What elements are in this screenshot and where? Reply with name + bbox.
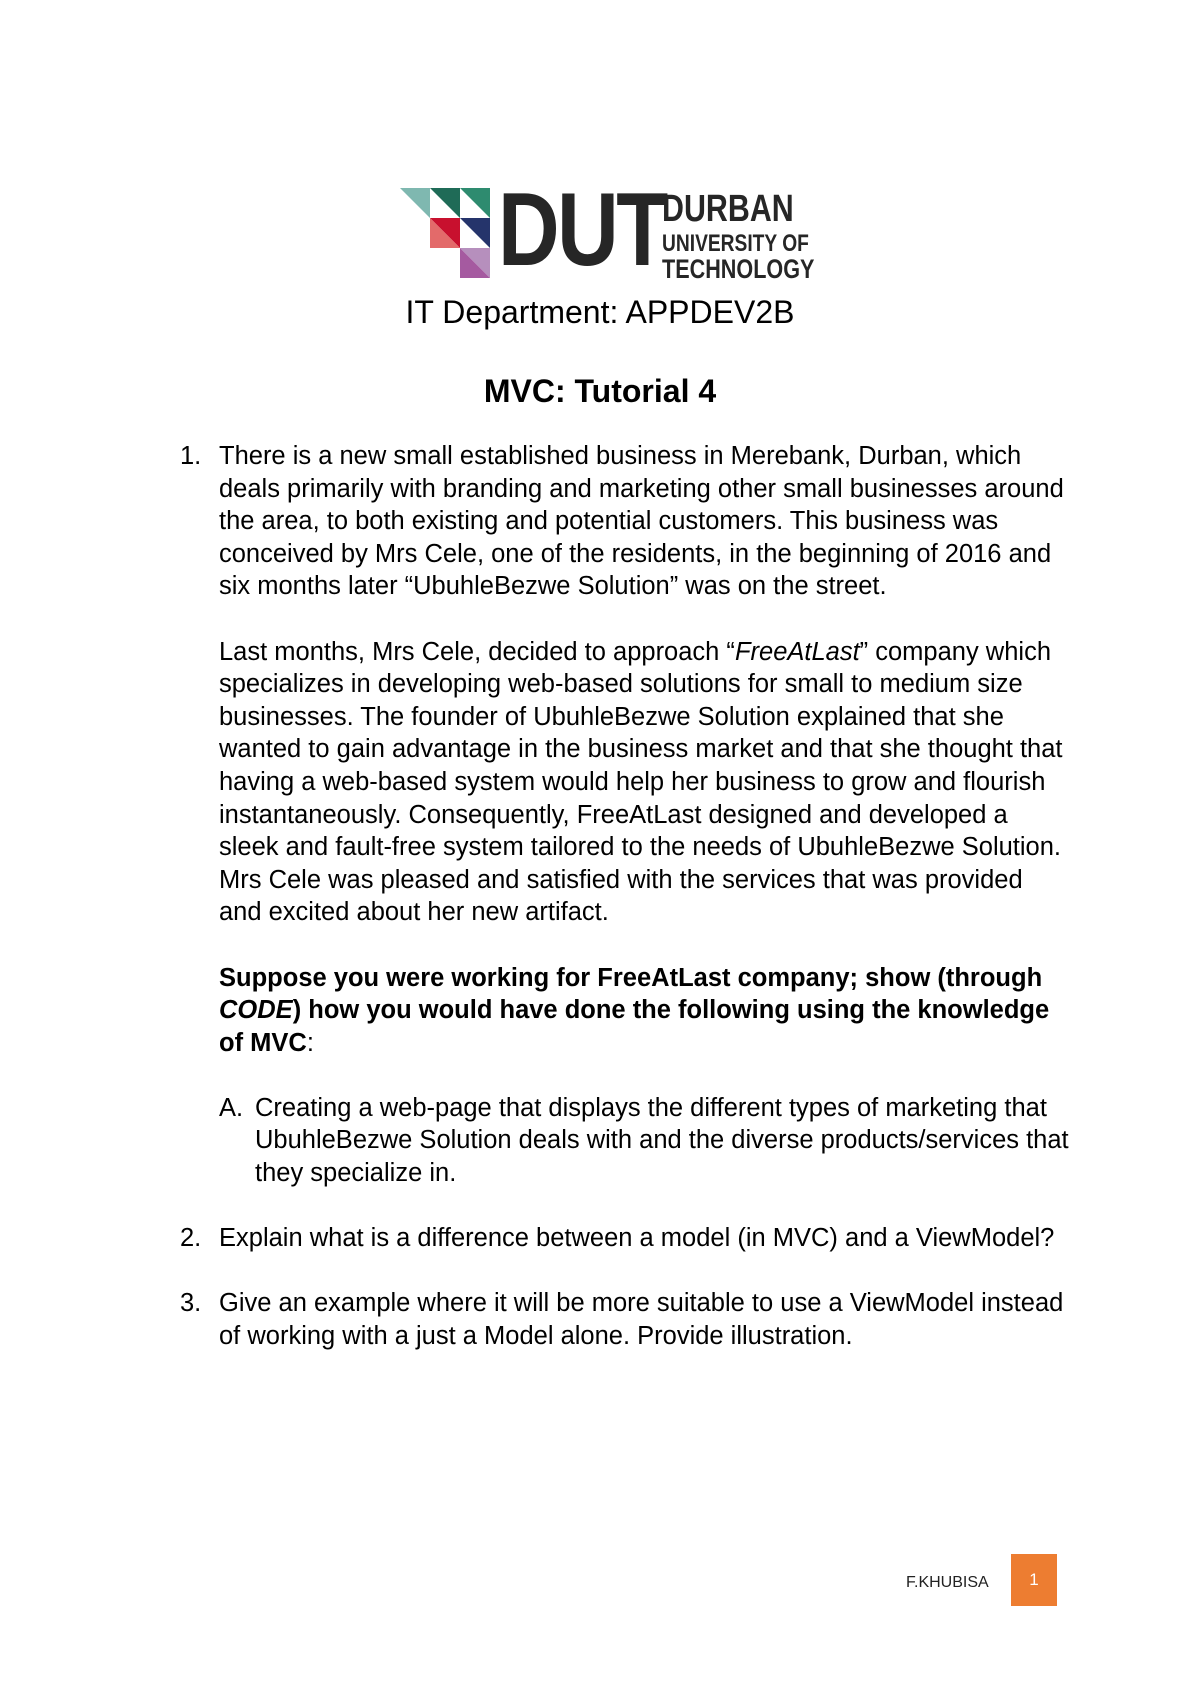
page-title: MVC: Tutorial 4: [483, 373, 717, 409]
sub-item-letter: A.: [219, 1093, 244, 1122]
question-list: [0, 440, 1200, 1353]
task-code-italic: CODE: [219, 996, 293, 1025]
question-1-task: [219, 962, 1069, 1060]
page-number-badge: 1: [1011, 1554, 1057, 1606]
task-text: ) how you would have done the following using the knowledge of MVC: [219, 996, 1050, 1057]
question-number: 2.: [180, 1224, 202, 1253]
logo-line-durban: DURBAN: [662, 188, 794, 230]
sub-item-text: Creating a web-page that displays the different types of marketing that UbuhleBezwe Solution deals with and the diverse products/services that they specialize in.: [255, 1093, 1069, 1188]
department-heading: IT Department: APPDEV2B: [405, 294, 795, 330]
question-2-text: Explain what is a difference between a model (in MVC) and a ViewModel?: [219, 1224, 1055, 1253]
task-text: Suppose you were working for FreeAtLast company; show (through: [219, 963, 1043, 992]
question-1-paragraph-1: There is a new small established business in Merebank, Durban, which deals primarily with branding and marketing other small businesses around the area, to both existing and potential customers. This business was conceived by Mrs Cele, one of the residents, in the beginning of 2016 and six months later “UbuhleBezwe Solution” was on the street.: [219, 442, 1064, 601]
paragraph-text: ” company which specializes in developing web-based solutions for small to medium size businesses. The founder of UbuhleBezwe Solution explained that she wanted to gain advantage in the business market and that she thought that having a web-based system would help her business to grow and flourish instantaneously. Consequently, FreeAtLast designed and developed a sleek and fault-free system tailored to the needs of UbuhleBezwe Solution. Mrs Cele was pleased and satisfied with the services that was provided and excited about her new artifact.: [219, 637, 1063, 927]
dut-logo: [400, 172, 820, 288]
question-1: [0, 440, 1069, 1190]
paragraph-text: Last months, Mrs Cele, decided to approach “: [219, 637, 735, 666]
question-1-sub-a: [219, 1092, 1069, 1190]
question-2: [0, 1222, 1069, 1255]
logo-line-technology: TECHNOLOGY: [662, 254, 815, 284]
footer-author: F.KHUBISA: [906, 1574, 989, 1591]
question-number: 3.: [180, 1289, 202, 1318]
question-3: [0, 1287, 1069, 1352]
company-name-italic: FreeAtLast: [734, 637, 860, 666]
question-number: 1.: [180, 442, 202, 470]
question-1-paragraph-2: [219, 636, 1069, 929]
logo-acronym: DUT: [498, 172, 666, 288]
logo-line-university: UNIVERSITY OF: [662, 230, 809, 257]
dut-logo-triangles-icon: [400, 188, 500, 288]
task-colon: :: [306, 1028, 314, 1057]
question-3-text: Give an example where it will be more suitable to use a ViewModel instead of working with a just a Model alone. Provide illustration.: [219, 1289, 1064, 1351]
